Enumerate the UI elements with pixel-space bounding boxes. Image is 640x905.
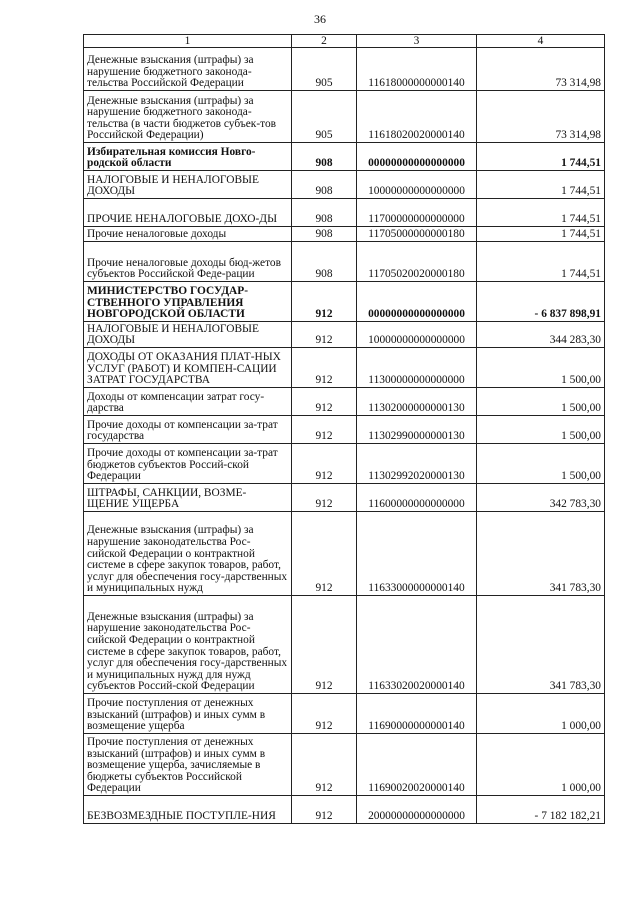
row-kbk: 11705000000000180 (357, 227, 477, 242)
table-row (84, 388, 605, 416)
table-row (84, 512, 605, 596)
budget-revenue-table (83, 34, 605, 824)
row-amount: 1 500,00 (477, 416, 605, 444)
table-row (84, 171, 605, 199)
row-amount: 1 744,51 (477, 199, 605, 227)
row-kbk: 11302000000000130 (357, 388, 477, 416)
row-amount: 1 744,51 (477, 242, 605, 282)
row-amount: 1 500,00 (477, 348, 605, 388)
row-code: 912 (292, 348, 357, 388)
row-name: Прочие неналоговые доходы бюд-жетов субъектов Российской Феде-рации (84, 242, 292, 282)
row-kbk: 11618020020000140 (357, 91, 477, 143)
row-kbk: 11705020020000180 (357, 242, 477, 282)
table-row (84, 734, 605, 796)
row-code: 912 (292, 596, 357, 694)
row-kbk: 10000000000000000 (357, 322, 477, 348)
row-code: 912 (292, 388, 357, 416)
row-amount: 341 783,30 (477, 512, 605, 596)
column-header-1: 1 (84, 35, 292, 48)
row-code: 908 (292, 143, 357, 171)
table-row (84, 416, 605, 444)
row-kbk: 11600000000000000 (357, 484, 477, 512)
row-name: ДОХОДЫ ОТ ОКАЗАНИЯ ПЛАТ-НЫХ УСЛУГ (РАБОТ) И КОМПЕН-САЦИИ ЗАТРАТ ГОСУДАРСТВА (84, 348, 292, 388)
row-kbk: 11633020020000140 (357, 596, 477, 694)
row-name: Денежные взыскания (штрафы) за нарушение законодательства Рос-сийской Федерации о контрактной системе в сфере закупок товаров, работ, услуг для обеспечения госу-дарственных и муниципальных нужд для нужд субъектов Россий-ской Федерации (84, 596, 292, 694)
row-kbk: 11690000000000140 (357, 694, 477, 734)
row-kbk: 11302992020000130 (357, 444, 477, 484)
table-row (84, 444, 605, 484)
row-kbk: 11302990000000130 (357, 416, 477, 444)
row-code: 905 (292, 48, 357, 91)
row-amount: 341 783,30 (477, 596, 605, 694)
column-header-4: 4 (477, 35, 605, 48)
table-row (84, 694, 605, 734)
row-kbk: 11700000000000000 (357, 199, 477, 227)
row-amount: 1 000,00 (477, 694, 605, 734)
row-name: ШТРАФЫ, САНКЦИИ, ВОЗМЕ-ЩЕНИЕ УЩЕРБА (84, 484, 292, 512)
row-kbk: 11690020020000140 (357, 734, 477, 796)
row-name: Доходы от компенсации затрат госу-дарства (84, 388, 292, 416)
row-name: МИНИСТЕРСТВО ГОСУДАР-СТВЕННОГО УПРАВЛЕНИЯ НОВГОРОДСКОЙ ОБЛАСТИ (84, 282, 292, 322)
row-code: 908 (292, 242, 357, 282)
table-row (84, 322, 605, 348)
row-amount: 1 744,51 (477, 143, 605, 171)
row-code: 912 (292, 512, 357, 596)
table-body (84, 48, 605, 824)
table-header-row (84, 35, 605, 48)
table-row (84, 282, 605, 322)
table-row (84, 227, 605, 242)
row-kbk: 11618000000000140 (357, 48, 477, 91)
row-code: 908 (292, 171, 357, 199)
row-name: НАЛОГОВЫЕ И НЕНАЛОГОВЫЕ ДОХОДЫ (84, 322, 292, 348)
row-amount: 1 744,51 (477, 171, 605, 199)
row-name: Прочие доходы от компенсации за-трат государства (84, 416, 292, 444)
row-code: 912 (292, 282, 357, 322)
table-row (84, 48, 605, 91)
page-number: 36 (314, 12, 326, 26)
row-code: 912 (292, 694, 357, 734)
row-kbk: 11633000000000140 (357, 512, 477, 596)
row-code: 912 (292, 484, 357, 512)
row-name: Денежные взыскания (штрафы) за нарушение бюджетного законода-тельства (в части бюджетов субъек-тов Российской Федерации) (84, 91, 292, 143)
row-amount: 1 744,51 (477, 227, 605, 242)
row-name: Прочие поступления от денежных взысканий (штрафов) и иных сумм в возмещение ущерба (84, 694, 292, 734)
row-name: БЕЗВОЗМЕЗДНЫЕ ПОСТУПЛЕ-НИЯ (84, 796, 292, 824)
row-amount: 73 314,98 (477, 91, 605, 143)
table-row (84, 242, 605, 282)
row-amount: 1 500,00 (477, 388, 605, 416)
row-amount: 1 500,00 (477, 444, 605, 484)
row-name: Денежные взыскания (штрафы) за нарушение законодательства Рос-сийской Федерации о контрактной системе в сфере закупок товаров, работ, услуг для обеспечения госу-дарственных и муниципальных нужд (84, 512, 292, 596)
table-row (84, 596, 605, 694)
row-code: 905 (292, 91, 357, 143)
column-header-2: 2 (292, 35, 357, 48)
row-amount: - 6 837 898,91 (477, 282, 605, 322)
row-code: 912 (292, 444, 357, 484)
row-name: НАЛОГОВЫЕ И НЕНАЛОГОВЫЕ ДОХОДЫ (84, 171, 292, 199)
row-code: 912 (292, 796, 357, 824)
table-row (84, 484, 605, 512)
row-name: Прочие доходы от компенсации за-трат бюджетов субъектов Россий-ской Федерации (84, 444, 292, 484)
table-row (84, 199, 605, 227)
row-kbk: 20000000000000000 (357, 796, 477, 824)
row-code: 908 (292, 199, 357, 227)
row-name: Денежные взыскания (штрафы) за нарушение бюджетного законода-тельства Российской Федерации (84, 48, 292, 91)
row-amount: 1 000,00 (477, 734, 605, 796)
row-code: 912 (292, 322, 357, 348)
table-row (84, 796, 605, 824)
row-code: 912 (292, 734, 357, 796)
row-amount: 73 314,98 (477, 48, 605, 91)
row-amount: 344 283,30 (477, 322, 605, 348)
row-kbk: 00000000000000000 (357, 143, 477, 171)
table-row (84, 143, 605, 171)
row-name: Избирательная комиссия Новго-родской области (84, 143, 292, 171)
row-amount: - 7 182 182,21 (477, 796, 605, 824)
row-kbk: 10000000000000000 (357, 171, 477, 199)
row-code: 912 (292, 416, 357, 444)
row-kbk: 11300000000000000 (357, 348, 477, 388)
row-amount: 342 783,30 (477, 484, 605, 512)
row-kbk: 00000000000000000 (357, 282, 477, 322)
column-header-3: 3 (357, 35, 477, 48)
row-code: 908 (292, 227, 357, 242)
table-row (84, 91, 605, 143)
table-row (84, 348, 605, 388)
row-name: ПРОЧИЕ НЕНАЛОГОВЫЕ ДОХО-ДЫ (84, 199, 292, 227)
row-name: Прочие поступления от денежных взысканий (штрафов) и иных сумм в возмещение ущерба, зачисляемые в бюджеты субъектов Российской Федерации (84, 734, 292, 796)
row-name: Прочие неналоговые доходы (84, 227, 292, 242)
